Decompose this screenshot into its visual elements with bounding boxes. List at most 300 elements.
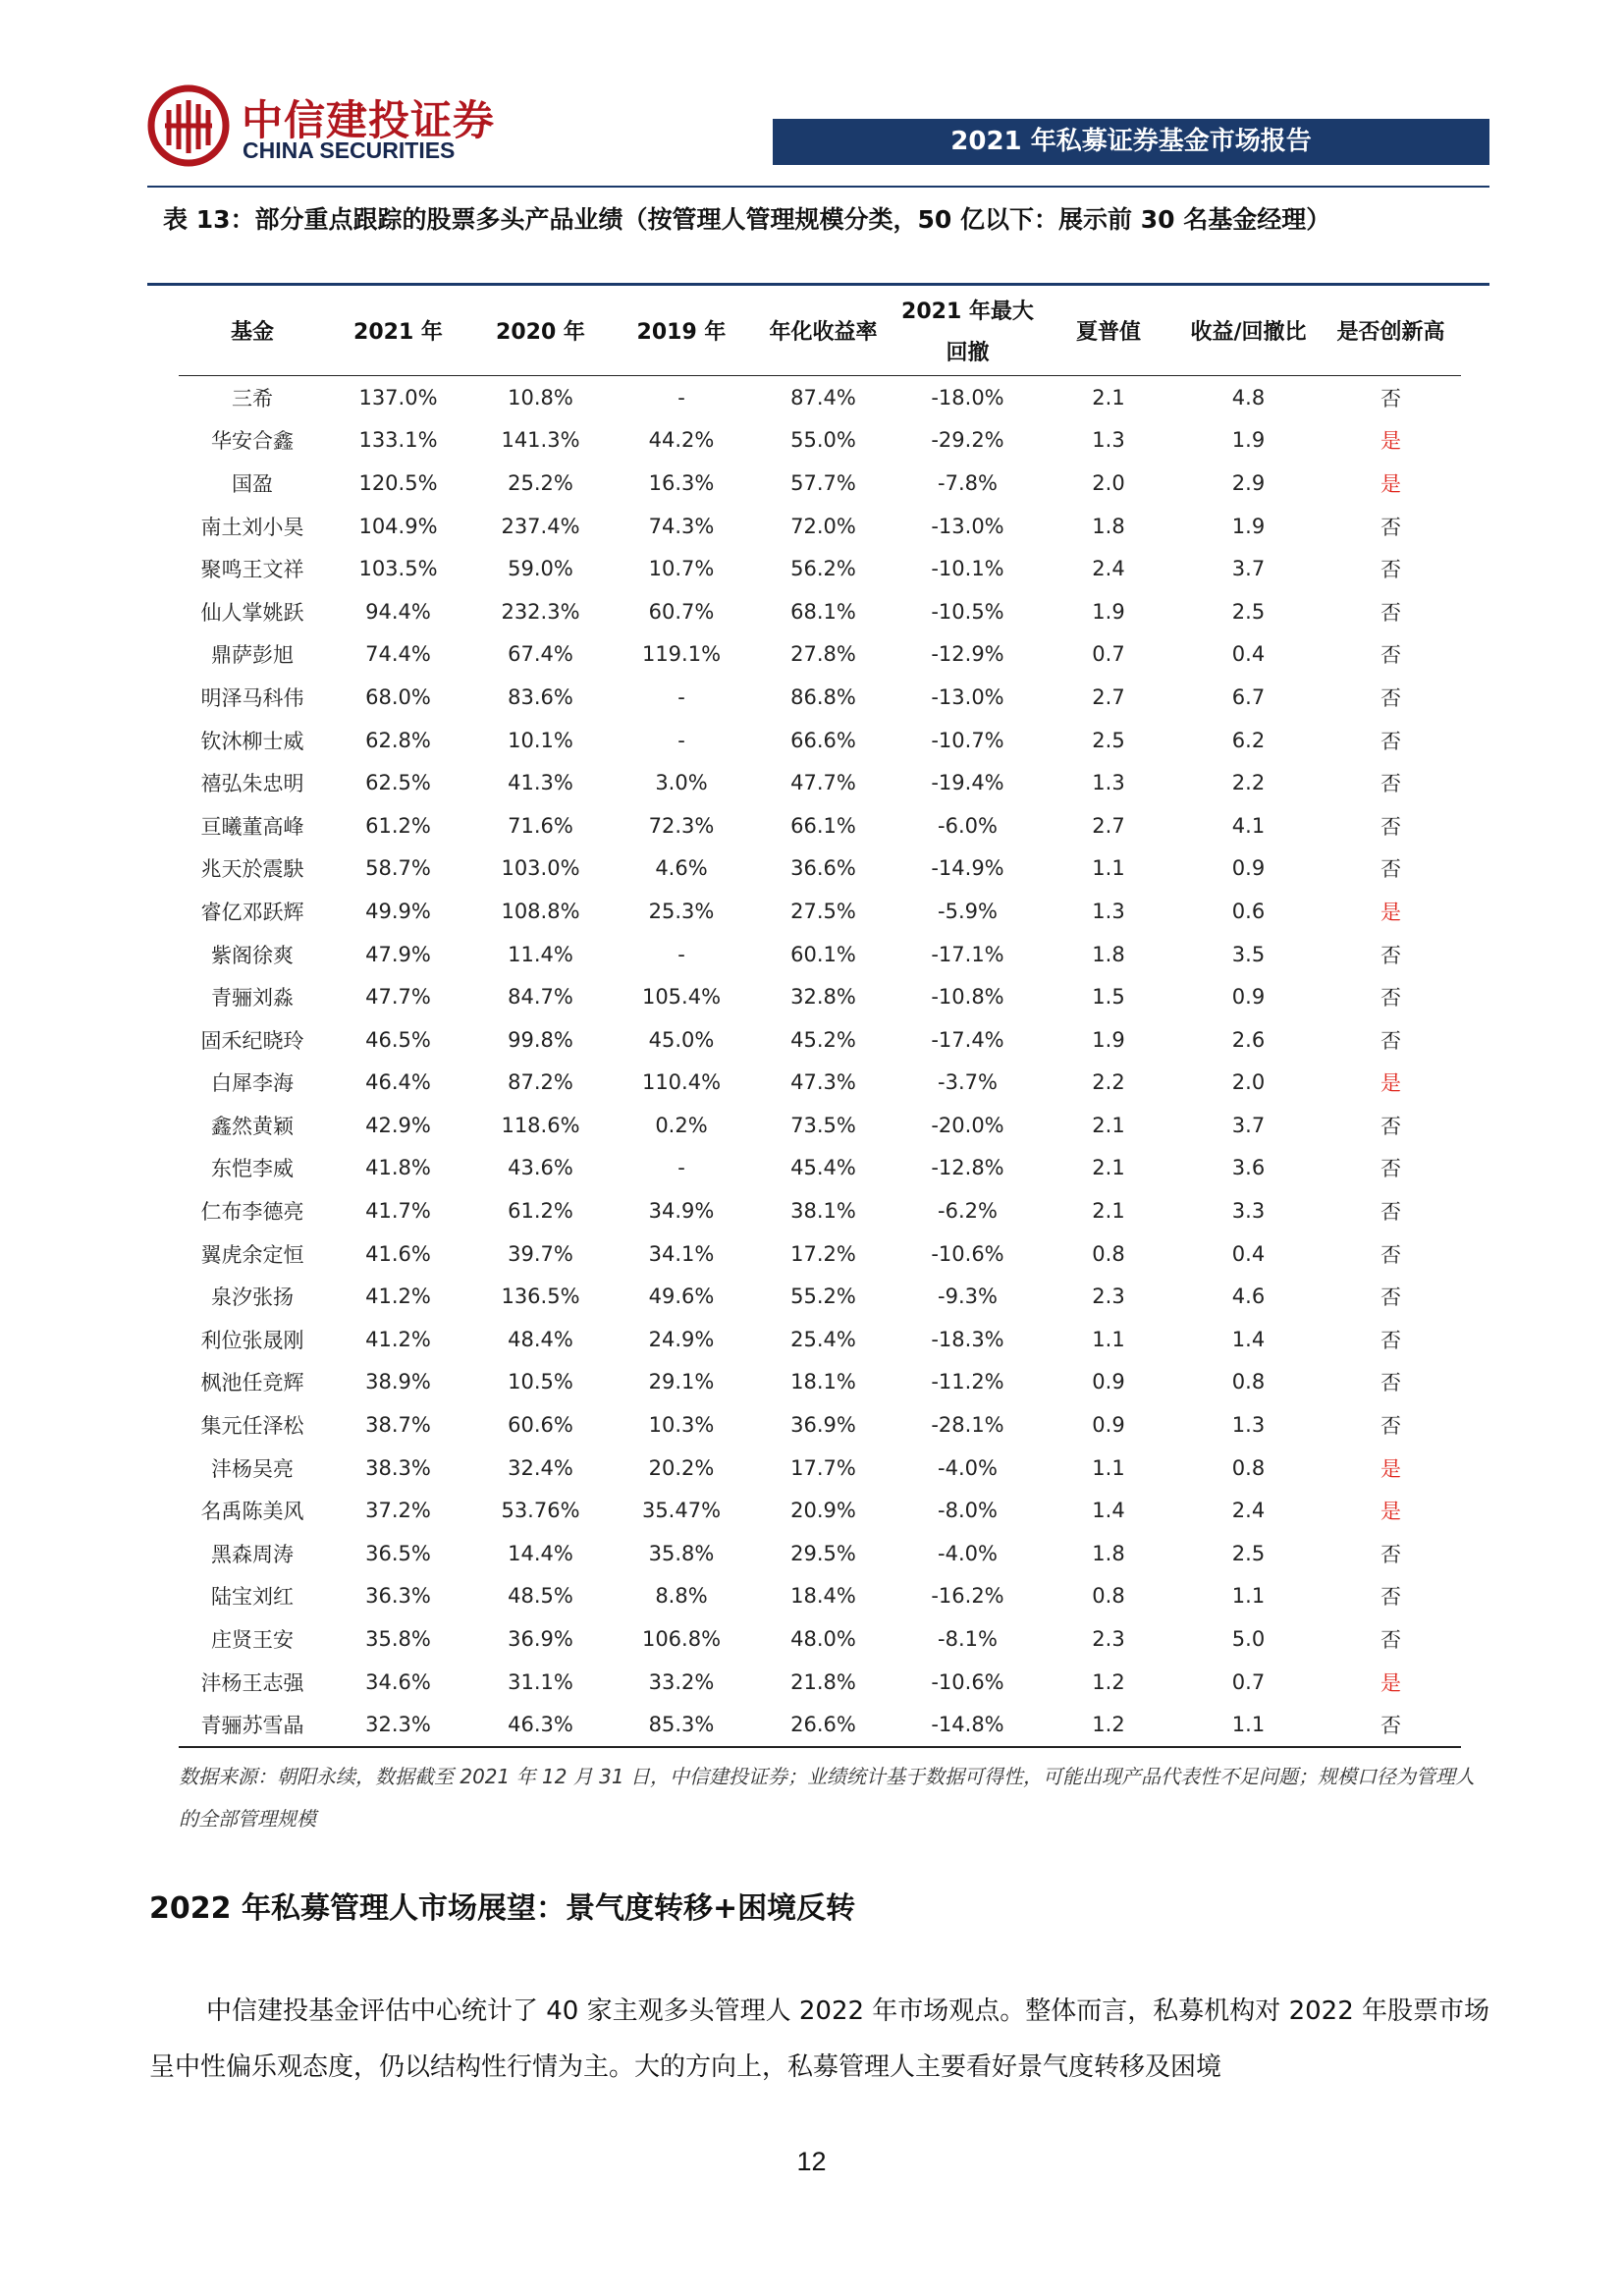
table-cell: 72.3% [648,813,715,838]
table-cell: 45.4% [790,1156,856,1180]
table-cell: - [677,728,685,752]
table-cell: 6.2 [1231,728,1266,752]
table-cell: 27.8% [790,642,856,667]
table-cell: 1.3 [1092,771,1125,795]
table-cell: 32.3% [326,1703,470,1747]
table-cell: 10.5% [508,1370,573,1394]
table-cell: 137.0% [358,385,438,410]
table-cell: 否 [1380,1414,1401,1439]
table-caption: 表 13：部分重点跟踪的股票多头产品业绩（按管理人管理规模分类，50 亿以下：展示前 30 名基金经理） [163,205,1331,234]
table-row [179,1062,1461,1105]
fund-name-cell: 利位张晟刚 [200,1328,304,1352]
table-cell: 32.8% [790,985,856,1010]
table-cell: 否 [1380,857,1401,882]
table-cell: 20.9% [790,1499,856,1523]
table-cell: 0.8 [1231,1370,1266,1394]
table-cell: 否 [1380,1542,1401,1566]
table-cell: 35.8% [648,1541,715,1565]
table-cell: 85.3% [611,1703,752,1747]
table-cell: 56.2% [790,557,856,581]
logo-english-name: CHINA SECURITIES [243,137,456,163]
fund-name-cell: 仁布李德亮 [200,1200,304,1225]
table-row [179,1403,1461,1447]
table-cell: 2.4 [1092,557,1125,581]
table-cell: -4.0% [938,1541,998,1565]
table-cell: 38.1% [790,1199,856,1224]
table-cell: 103.0% [501,856,580,881]
fund-name-cell: 黑森周涛 [211,1542,294,1566]
fund-name-cell: 鼎萨彭旭 [211,643,294,668]
table-cell: 38.3% [365,1455,431,1480]
table-cell: 0.8 [1231,1455,1266,1480]
table-row [179,719,1461,762]
table-cell: 34.6% [365,1669,431,1694]
table-cell: 1.3 [1231,1413,1266,1438]
table-cell: -3.7% [938,1070,998,1095]
table-cell: 72.0% [790,514,856,538]
table-cell: 36.5% [365,1541,431,1565]
table-cell: 否 [1380,1285,1401,1310]
table-cell: 29.1% [648,1370,715,1394]
table-cell: 2.6 [1231,1027,1266,1052]
table-cell: -7.8% [938,470,998,495]
table-cell: 36.9% [508,1627,573,1652]
table-cell: -10.5% [931,599,1004,624]
table-cell: 25.2% [508,470,573,495]
table-cell: 66.6% [790,728,856,752]
table-cell: 6.7 [1231,684,1266,709]
logo-chinese-name: 中信建投证券 [242,96,496,144]
table-cell: -13.0% [931,684,1004,709]
table-cell: 10.8% [508,385,573,410]
table-cell: 41.6% [365,1241,431,1266]
table-cell: 42.9% [365,1113,431,1137]
table-cell: 1.5 [1092,985,1125,1010]
table-cell: -5.9% [938,899,998,923]
caption-divider [147,283,1489,286]
fund-name-cell: 沣杨吴亮 [211,1456,294,1481]
table-cell: - [677,1156,685,1180]
table-cell: 否 [1380,1242,1401,1267]
table-cell: 否 [1380,515,1401,539]
table-cell: 36.9% [790,1413,856,1438]
table-cell: 2.1 [1092,1156,1125,1180]
table-row [179,1489,1461,1532]
table-cell: -10.1% [931,557,1004,581]
table-cell: 2.2 [1231,771,1266,795]
table-cell: 31.1% [508,1669,573,1694]
table-row [179,1617,1461,1661]
table-cell: 1.9 [1092,599,1125,624]
table-cell: 0.8 [1092,1584,1125,1609]
table-cell: 232.3% [501,599,580,624]
table-cell: 35.8% [365,1627,431,1652]
table-cell: 18.4% [790,1584,856,1609]
table-cell: 62.5% [365,771,431,795]
table-cell: 是 [1380,471,1401,496]
table-cell: 10.7% [648,557,715,581]
table-cell: -10.7% [931,728,1004,752]
table-cell: -18.3% [931,1327,1004,1351]
table-cell: 1.8 [1092,942,1125,966]
table-cell: 1.2 [1041,1703,1176,1747]
fund-name-cell: 庄贤王安 [211,1628,294,1653]
table-cell: 否 [1380,1585,1401,1610]
table-cell: 29.5% [790,1541,856,1565]
fund-name-cell: 青骊刘淼 [211,986,294,1011]
table-cell: 1.3 [1092,428,1125,453]
table-cell: 87.4% [790,385,856,410]
report-title-banner: 2021 年私募证券基金市场报告 [773,119,1489,165]
table-cell: 46.5% [365,1027,431,1052]
table-cell: 36.3% [365,1584,431,1609]
table-cell: 否 [1380,1328,1401,1352]
table-cell: 27.5% [790,899,856,923]
table-cell: 0.9 [1092,1413,1125,1438]
fund-name-cell: 聚鸣王文祥 [200,558,304,582]
fund-name-cell: 兆天於震駃 [200,857,304,882]
table-cell: 58.7% [365,856,431,881]
table-cell: 136.5% [501,1285,580,1309]
table-cell: 48.5% [508,1584,573,1609]
table-cell: 0.4 [1231,642,1266,667]
table-cell: 是 [1380,429,1401,454]
table-cell: -10.8% [931,985,1004,1010]
table-cell: 83.6% [508,684,573,709]
table-row [179,1532,1461,1575]
table-cell: 1.9 [1231,428,1266,453]
table-cell: 否 [1380,1028,1401,1053]
table-row [179,1361,1461,1404]
table-cell: -28.1% [931,1413,1004,1438]
table-row [179,1232,1461,1276]
fund-performance-table [179,291,1461,1748]
table-cell: 44.2% [648,428,715,453]
table-cell: 否 [1380,643,1401,668]
table-cell: 60.1% [790,942,856,966]
table-cell: 86.8% [790,684,856,709]
table-row [179,1318,1461,1361]
table-row [179,547,1461,590]
table-cell: 99.8% [508,1027,573,1052]
table-cell: -10.6% [931,1669,1004,1694]
table-row [179,1018,1461,1062]
table-cell: 61.2% [508,1199,573,1224]
table-cell: 2.5 [1092,728,1125,752]
table-cell: 38.9% [365,1370,431,1394]
table-cell: 否 [1380,1200,1401,1225]
table-cell: 45.0% [648,1027,715,1052]
table-cell: -8.1% [938,1627,998,1652]
table-cell: -12.8% [931,1156,1004,1180]
table-cell: 47.7% [790,771,856,795]
table-cell: 84.7% [508,985,573,1010]
table-row [179,890,1461,933]
table-cell: 3.0% [655,771,708,795]
table-cell: 43.6% [508,1156,573,1180]
table-cell: 47.9% [365,942,431,966]
table-cell: 25.3% [648,899,715,923]
table-cell: -11.2% [931,1370,1004,1394]
fund-name-cell: 东恺李威 [211,1157,294,1181]
table-cell: 否 [1380,600,1401,625]
table-cell: 26.6% [752,1703,894,1747]
fund-name-cell: 鑫然黄颖 [211,1114,294,1138]
table-cell: - [677,684,685,709]
table-cell: -16.2% [931,1584,1004,1609]
table-cell: 110.4% [641,1070,722,1095]
body-paragraph: 中信建投基金评估中心统计了 40 家主观多头管理人 2022 年市场观点。整体而言，私募机构对 2022 年股票市场呈中性偏乐观态度，仍以结构性行情为主。大的方向上，私募管理人主要看好景气度转移及困境 [149,1996,1490,2082]
table-cell: 41.7% [365,1199,431,1224]
table-cell: -13.0% [931,514,1004,538]
table-cell: 1.2 [1092,1669,1125,1694]
table-cell: - [677,942,685,966]
table-cell: 2.5 [1231,599,1266,624]
data-source-note: 数据来源：朝阳永续，数据截至 2021 年 12 月 31 日，中信建投证券；业绩统计基于数据可得性，可能出现产品代表性不足问题；规模口径为管理人的全部管理规模 [179,1765,1475,1831]
table-cell: 119.1% [641,642,722,667]
table-cell: 61.2% [365,813,431,838]
table-cell: 是 [1380,1500,1401,1524]
table-cell: 否 [1380,1157,1401,1181]
table-cell: 133.1% [358,428,438,453]
table-cell: 46.3% [470,1703,611,1747]
table-cell: 1.1 [1176,1703,1321,1747]
table-cell: -4.0% [938,1455,998,1480]
fund-name-cell: 明泽马科伟 [200,685,304,710]
table-cell: -9.3% [938,1285,998,1309]
table-row [179,633,1461,677]
table-cell: 57.7% [790,470,856,495]
table-cell: 1.1 [1231,1584,1266,1609]
table-cell: 87.2% [508,1070,573,1095]
table-cell: 2.2 [1092,1070,1125,1095]
table-cell: 2.3 [1092,1627,1125,1652]
table-cell: 49.6% [648,1285,715,1309]
fund-name-cell: 仙人掌姚跃 [200,600,304,625]
fund-name-cell: 沣杨王志强 [200,1670,304,1695]
table-cell: 2.7 [1092,813,1125,838]
table-cell: 2.0 [1092,470,1125,495]
table-cell: -8.0% [938,1499,998,1523]
table-row [179,462,1461,505]
fund-name-cell: 睿亿邓跃辉 [200,900,304,924]
table-cell: 104.9% [358,514,438,538]
column-header: 年化收益率 [752,291,894,376]
table-cell: 45.2% [790,1027,856,1052]
table-cell: 55.0% [790,428,856,453]
table-row [179,1447,1461,1490]
table-cell: 35.47% [641,1499,722,1523]
table-cell: 18.1% [790,1370,856,1394]
table-cell: 4.1 [1231,813,1266,838]
column-header: 2021 年最大回撤 [894,291,1041,376]
table-cell: 1.4 [1092,1499,1125,1523]
brand-logo [147,81,501,169]
table-cell: 36.6% [790,856,856,881]
table-cell: 141.3% [501,428,580,453]
table-cell: -6.0% [938,813,998,838]
section-heading: 2022 年私募管理人市场展望：景气度转移+困境反转 [149,1891,856,1926]
table-cell: 否 [1380,814,1401,839]
table-row [179,1104,1461,1147]
table-cell: 48.4% [508,1327,573,1351]
table-cell: 237.4% [501,514,580,538]
fund-name-cell: 三希 [232,386,273,410]
table-cell: 41.2% [365,1285,431,1309]
table-cell: 是 [1380,1071,1401,1096]
table-cell: 2.1 [1092,385,1125,410]
china-securities-logo-icon [147,84,230,167]
fund-name-cell: 翼虎余定恒 [200,1242,304,1267]
table-cell: -17.1% [931,942,1004,966]
table-row [179,1575,1461,1618]
table-cell: 1.9 [1231,514,1266,538]
table-cell: 1.1 [1092,1455,1125,1480]
table-cell: 24.9% [648,1327,715,1351]
table-cell: 是 [1380,1670,1401,1695]
table-cell: 否 [1380,986,1401,1011]
table-cell: 3.3 [1231,1199,1266,1224]
table-cell: -14.8% [894,1703,1041,1747]
fund-name-cell: 泉汐张扬 [211,1285,294,1310]
table-row [179,975,1461,1018]
table-cell: -17.4% [931,1027,1004,1052]
table-row [179,1703,1461,1747]
table-cell: 8.8% [655,1584,708,1609]
table-cell: 73.5% [790,1113,856,1137]
table-cell: 106.8% [641,1627,722,1652]
fund-name-cell: 国盈 [232,471,273,496]
table-cell: -20.0% [931,1113,1004,1137]
column-header: 夏普值 [1041,291,1176,376]
fund-name-cell: 紫阁徐爽 [211,943,294,967]
column-header: 收益/回撤比 [1176,291,1321,376]
table-cell: -12.9% [931,642,1004,667]
table-cell: 94.4% [365,599,431,624]
table-cell: 60.7% [648,599,715,624]
table-cell: 是 [1380,1456,1401,1481]
table-body [179,376,1461,1748]
table-cell: 47.3% [790,1070,856,1095]
table-row [179,933,1461,976]
table-cell: 4.6% [655,856,708,881]
table-cell: 38.7% [365,1413,431,1438]
table-cell: 41.8% [365,1156,431,1180]
table-cell: 74.4% [365,642,431,667]
table-cell: 0.2% [655,1113,708,1137]
table-cell: 47.7% [365,985,431,1010]
table-cell: 1.8 [1092,1541,1125,1565]
column-header: 2021 年 [326,291,470,376]
table-cell: 62.8% [365,728,431,752]
table-header-row [179,291,1461,376]
table-cell: -19.4% [931,771,1004,795]
table-cell: 2.1 [1092,1113,1125,1137]
table-cell: 21.8% [790,1669,856,1694]
table-cell: 3.7 [1231,1113,1266,1137]
page-number: 12 [796,2147,827,2176]
table-cell: -18.0% [931,385,1004,410]
table-cell: 否 [1380,1371,1401,1395]
table-cell: 2.4 [1231,1499,1266,1523]
table-cell: 41.2% [365,1327,431,1351]
table-cell: -6.2% [938,1199,998,1224]
fund-name-cell: 禧弘朱忠明 [200,772,304,796]
table-cell: 5.0 [1231,1627,1266,1652]
fund-name-cell: 钦沐柳士威 [200,729,304,753]
table-cell: 0.7 [1092,642,1125,667]
table-cell: 66.1% [790,813,856,838]
table-cell: 108.8% [501,899,580,923]
table-cell: 4.8 [1231,385,1266,410]
table-cell: 67.4% [508,642,573,667]
table-cell: 11.4% [508,942,573,966]
table-cell: 34.1% [648,1241,715,1266]
table-cell: 1.4 [1231,1327,1266,1351]
column-header: 是否创新高 [1321,291,1461,376]
table-cell: 55.2% [790,1285,856,1309]
table-cell: 68.0% [365,684,431,709]
table-cell: 0.8 [1092,1241,1125,1266]
table-cell: 10.1% [508,728,573,752]
table-cell: 118.6% [501,1113,580,1137]
table-cell: 3.5 [1231,942,1266,966]
table-cell: -29.2% [931,428,1004,453]
fund-name-cell: 南土刘小昊 [200,515,304,539]
table-cell: 否 [1380,558,1401,582]
table-cell: 0.9 [1231,856,1266,881]
table-cell: 0.7 [1231,1669,1266,1694]
column-header: 2020 年 [470,291,611,376]
header-divider [147,186,1489,188]
table-cell: 41.3% [508,771,573,795]
table-row [179,1147,1461,1190]
table-cell: 否 [1380,943,1401,967]
table-cell: 否 [1380,685,1401,710]
column-header: 2019 年 [611,291,752,376]
table-cell: 105.4% [641,985,722,1010]
table-cell: 74.3% [648,514,715,538]
table-cell: 17.7% [790,1455,856,1480]
table-cell: 1.1 [1092,856,1125,881]
table-cell: 0.9 [1231,985,1266,1010]
table-cell: 34.9% [648,1199,715,1224]
table-cell: 否 [1321,1703,1461,1747]
fund-name-cell: 枫池任竞辉 [200,1371,304,1395]
table-row [179,590,1461,633]
table-row [179,761,1461,804]
table-cell: 16.3% [648,470,715,495]
fund-name-cell: 固禾纪晓玲 [200,1028,304,1053]
table-cell: 37.2% [365,1499,431,1523]
column-header: 基金 [179,291,326,376]
table-cell: 17.2% [790,1241,856,1266]
table-row [179,847,1461,891]
fund-name-cell: 亘曦董高峰 [200,814,304,839]
table-cell: 2.5 [1231,1541,1266,1565]
table-cell: - [677,385,685,410]
fund-name-cell: 集元任泽松 [200,1414,304,1439]
table-cell: 2.3 [1092,1285,1125,1309]
table-cell: 53.76% [501,1499,580,1523]
table-row [179,376,1461,419]
table-row [179,804,1461,847]
table-cell: 0.6 [1231,899,1266,923]
table-row [179,419,1461,463]
table-cell: 2.1 [1092,1199,1125,1224]
table-cell: 39.7% [508,1241,573,1266]
table-cell: 0.4 [1231,1241,1266,1266]
